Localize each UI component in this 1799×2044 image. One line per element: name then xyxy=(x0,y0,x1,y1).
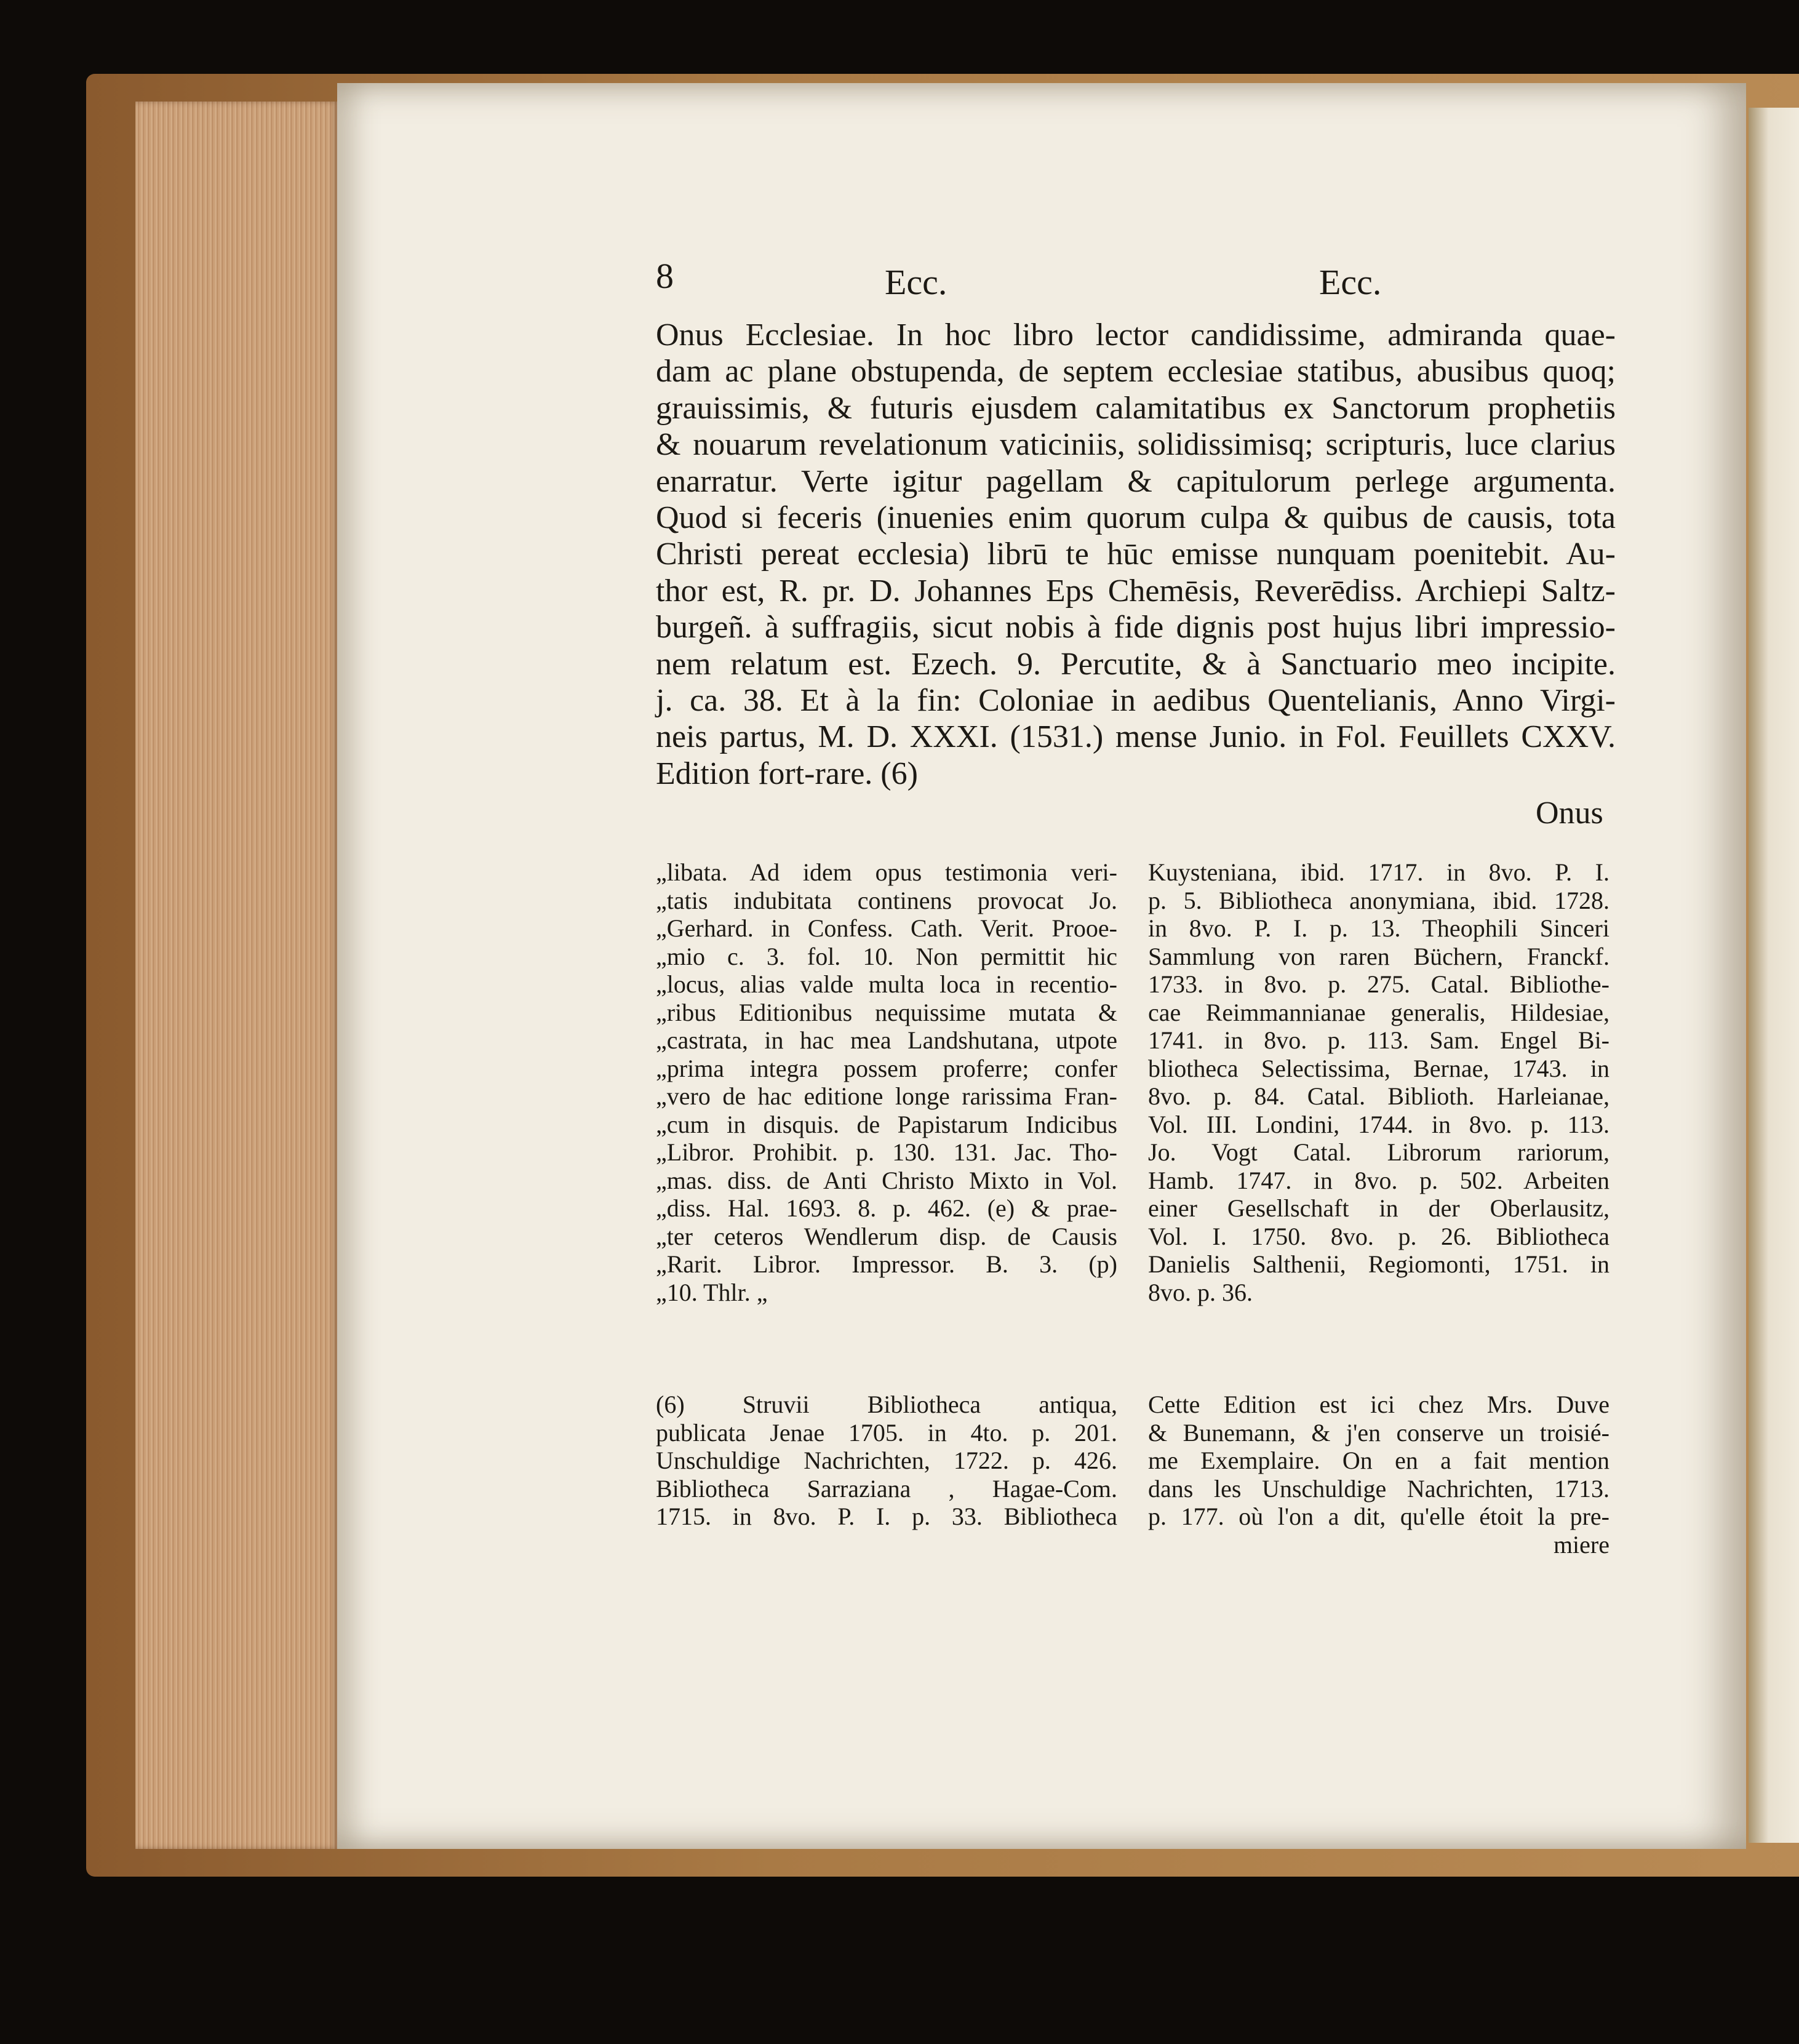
text-line: 8vo. p. 36. xyxy=(1148,1278,1253,1306)
text-line: Hamb. 1747. in 8vo. p. 502. Arbeiten xyxy=(1148,1166,1610,1194)
text-line: „diss. Hal. 1693. 8. p. 462. (e) & prae- xyxy=(656,1194,1117,1222)
text-line: Jo. Vogt Catal. Librorum rariorum, xyxy=(1148,1138,1610,1166)
text-line: 8vo. p. 84. Catal. Biblioth. Harleianae, xyxy=(1148,1082,1610,1110)
text-line: cae Reimmannianae generalis, Hildesiae, xyxy=(1148,998,1610,1026)
text-line: j. ca. 38. Et à la fin: Coloniae in aedibus Quentelianis, Anno Virgi- xyxy=(656,683,1616,719)
text-line: „cum in disquis. de Papistarum Indicibus xyxy=(656,1110,1117,1138)
page-number: 8 xyxy=(656,256,674,296)
text-line: „locus, alias valde multa loca in recentio- xyxy=(656,970,1117,998)
text-line: bliotheca Selectissima, Bernae, 1743. in xyxy=(1148,1054,1610,1082)
footnote-left-column xyxy=(656,1391,1117,1531)
catchword-footnote: miere xyxy=(1553,1530,1610,1559)
text-line: & Bunemann, & j'en conserve un troisié- xyxy=(1148,1418,1610,1447)
main-entry-text xyxy=(656,317,1616,792)
text-line: „prima integra possem proferre; confer xyxy=(656,1054,1117,1082)
text-line: p. 5. Bibliotheca anonymiana, ibid. 1728. xyxy=(1148,886,1610,914)
running-head-right: Ecc. xyxy=(1319,262,1382,302)
text-line: „ribus Editionibus nequissime mutata & xyxy=(656,998,1117,1026)
text-line: „tatis indubitata continens provocat Jo. xyxy=(656,886,1117,914)
text-line: & nouarum revelationum vaticiniis, solidissimisq; scripturis, luce clarius xyxy=(656,427,1616,463)
text-line: Vol. I. 1750. 8vo. p. 26. Bibliotheca xyxy=(1148,1222,1610,1250)
text-line: einer Gesellschaft in der Oberlausitz, xyxy=(1148,1194,1610,1222)
text-line: 1715. in 8vo. P. I. p. 33. Bibliotheca xyxy=(656,1503,1117,1530)
text-line: „libata. Ad idem opus testimonia veri- xyxy=(656,858,1117,886)
text-line: burgeñ. à suffragiis, sicut nobis à fide dignis post hujus libri impressio- xyxy=(656,610,1616,645)
text-line: „Gerhard. in Confess. Cath. Verit. Prooe- xyxy=(656,914,1117,942)
text-line: Kuysteniana, ibid. 1717. in 8vo. P. I. xyxy=(1148,858,1610,886)
text-line: „Rarit. Libror. Impressor. B. 3. (p) xyxy=(656,1250,1117,1278)
text-line: Onus Ecclesiae. In hoc libro lector candidissime, admiranda quae- xyxy=(656,317,1616,353)
text-line: in 8vo. P. I. p. 13. Theophili Sinceri xyxy=(1148,914,1610,942)
text-line: Bibliotheca Sarraziana , Hagae-Com. xyxy=(656,1474,1117,1503)
text-line: „mas. diss. de Anti Christo Mixto in Vol. xyxy=(656,1166,1117,1194)
text-line: Sammlung von raren Büchern, Franckf. xyxy=(1148,942,1610,970)
text-line: grauissimis, & futuris ejusdem calamitatibus ex Sanctorum prophetiis xyxy=(656,390,1616,426)
text-line: „castrata, in hac mea Landshutana, utpote xyxy=(656,1026,1117,1054)
quote-right-column xyxy=(1148,858,1610,1306)
text-line: 1741. in 8vo. p. 113. Sam. Engel Bi- xyxy=(1148,1026,1610,1054)
text-line: enarratur. Verte igitur pagellam & capitulorum perlege argumenta. xyxy=(656,463,1616,499)
text-line: „10. Thlr. „ xyxy=(656,1278,768,1306)
running-head-center: Ecc. xyxy=(885,262,947,302)
text-line: nem relatum est. Ezech. 9. Percutite, & à Sanctuario meo incipite. xyxy=(656,646,1616,682)
text-line: Edition fort-rare. (6) xyxy=(656,756,918,791)
text-line: p. 177. où l'on a dit, qu'elle étoit la pre- xyxy=(1148,1503,1610,1530)
text-line: Christi pereat ecclesia) librū te hūc emisse nunquam poenitebit. Au- xyxy=(656,537,1616,572)
footnote-right-column xyxy=(1148,1391,1610,1559)
text-line: Cette Edition est ici chez Mrs. Duve xyxy=(1148,1391,1610,1418)
page-edges xyxy=(135,102,338,1849)
text-line: Unschuldige Nachrichten, 1722. p. 426. xyxy=(656,1447,1117,1474)
text-line: (6) Struvii Bibliotheca antiqua, xyxy=(656,1391,1117,1418)
text-line: thor est, R. pr. D. Johannes Eps Chemēsis, Reverēdiss. Archiepi Saltz- xyxy=(656,573,1616,609)
text-line: dans les Unschuldige Nachrichten, 1713. xyxy=(1148,1474,1610,1503)
text-line: neis partus, M. D. XXXI. (1531.) mense Junio. in Fol. Feuillets CXXV. xyxy=(656,719,1616,755)
text-line: Danielis Salthenii, Regiomonti, 1751. in xyxy=(1148,1250,1610,1278)
text-line: dam ac plane obstupenda, de septem ecclesiae statibus, abusibus quoq; xyxy=(656,354,1616,389)
text-line: „Libror. Prohibit. p. 130. 131. Jac. Tho- xyxy=(656,1138,1117,1166)
text-line: Vol. III. Londini, 1744. in 8vo. p. 113. xyxy=(1148,1110,1610,1138)
text-line: me Exemplaire. On en a fait mention xyxy=(1148,1447,1610,1474)
catchword-main: Onus xyxy=(1536,796,1603,831)
text-line: „ter ceteros Wendlerum disp. de Causis xyxy=(656,1222,1117,1250)
text-line: 1733. in 8vo. p. 275. Catal. Bibliothe- xyxy=(1148,970,1610,998)
text-line: Quod si feceris (inuenies enim quorum culpa & quibus de causis, tota xyxy=(656,500,1616,536)
text-line: „mio c. 3. fol. 10. Non permittit hic xyxy=(656,942,1117,970)
text-line: publicata Jenae 1705. in 4to. p. 201. xyxy=(656,1418,1117,1447)
right-page-edge xyxy=(1749,108,1799,1843)
quote-left-column xyxy=(656,858,1117,1306)
text-line: „vero de hac editione longe rarissima Fran- xyxy=(656,1082,1117,1110)
